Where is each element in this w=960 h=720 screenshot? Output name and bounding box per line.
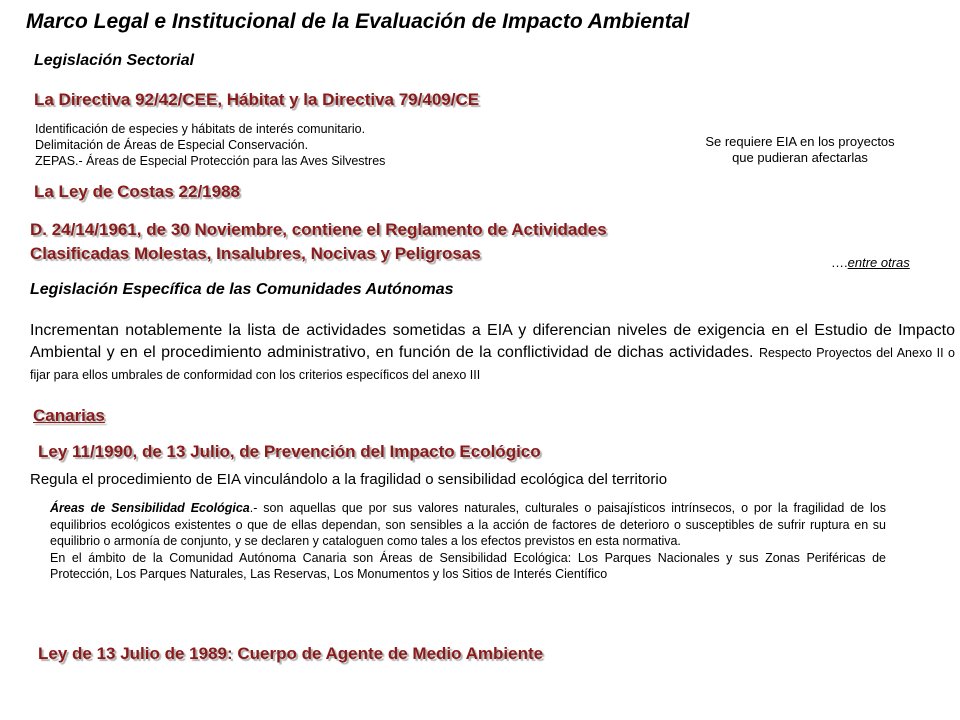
annex-note: Respecto Proyectos del Anexo II o fijar para ellos umbrales de conformidad con los criterios específicos del anexo III — [30, 346, 955, 382]
especifica-paragraph: Incrementan notablemente la lista de actividades sometidas a EIA y diferencian niveles de exigencia en el Estudio de Impacto Ambiental y en el procedimiento administrativo, en función de la conflictividad de dichas actividades. Respecto Proyectos del Anexo II o fijar para ellos umbrales de conformidad con los criterios específicos del anexo III — [30, 322, 955, 382]
list-item: Delimitación de Áreas de Especial Conservación. — [35, 138, 309, 152]
page-title: Marco Legal e Institucional de la Evaluación de Impacto Ambiental — [26, 10, 690, 33]
regula-text: Regula el procedimiento de EIA vinculándolo a la fragilidad o sensibilidad ecológica del territorio — [30, 471, 668, 488]
decreto-heading: D. 24/14/1961, de 30 Noviembre, contiene el Reglamento de Actividades Clasificadas Molestas, Insalubres, Nocivas y Peligrosas — [30, 220, 607, 263]
directiva-list — [35, 121, 385, 169]
ley-1989-heading: Ley de 13 Julio de 1989: Cuerpo de Agente de Medio Ambiente — [38, 644, 544, 663]
entre-otras-note: ….entre otras — [831, 255, 910, 270]
areas-term: Áreas de Sensibilidad Ecológica — [50, 501, 250, 515]
list-item: Identificación de especies y hábitats de interés comunitario. — [35, 122, 366, 136]
directiva-heading: La Directiva 92/42/CEE, Hábitat y la Directiva 79/409/CE — [34, 90, 480, 109]
eia-note: Se requiere EIA en los proyectos que pudieran afectarlas — [705, 134, 895, 165]
areas-definition: Áreas de Sensibilidad Ecológica.- son aquellas que por sus valores naturales, culturales o paisajísticos intrínsecos, o por la fragilidad de los equilibrios ecológicos existentes o que de ellas dependan, son sensibles a la acción de factores de deterioro o susceptibles de sufrir ruptura en su equilibrio o armonía de conjunto, y se declaren y cataloguen como tales a los efectos previstos en esta normativa. — [50, 501, 886, 548]
areas-sensibilidad — [50, 500, 886, 583]
canarias-heading: Canarias — [33, 406, 105, 425]
sectorial-heading: Legislación Sectorial — [34, 52, 195, 69]
list-item: ZEPAS.- Áreas de Especial Protección para las Aves Silvestres — [35, 154, 386, 168]
areas-ambito: En el ámbito de la Comunidad Autónoma Canaria son Áreas de Sensibilidad Ecológica: Los Parques Nacionales y sus Zonas Periféricas de Protección, Los Parques Naturales, Las Reservas, Los Monumentos y los Sitios de Interés Científico — [50, 550, 886, 581]
especifica-heading: Legislación Específica de las Comunidades Autónomas — [30, 281, 454, 298]
ley-11-heading: Ley 11/1990, de 13 Julio, de Prevención del Impacto Ecológico — [38, 442, 541, 461]
costas-heading: La Ley de Costas 22/1988 — [34, 182, 241, 201]
